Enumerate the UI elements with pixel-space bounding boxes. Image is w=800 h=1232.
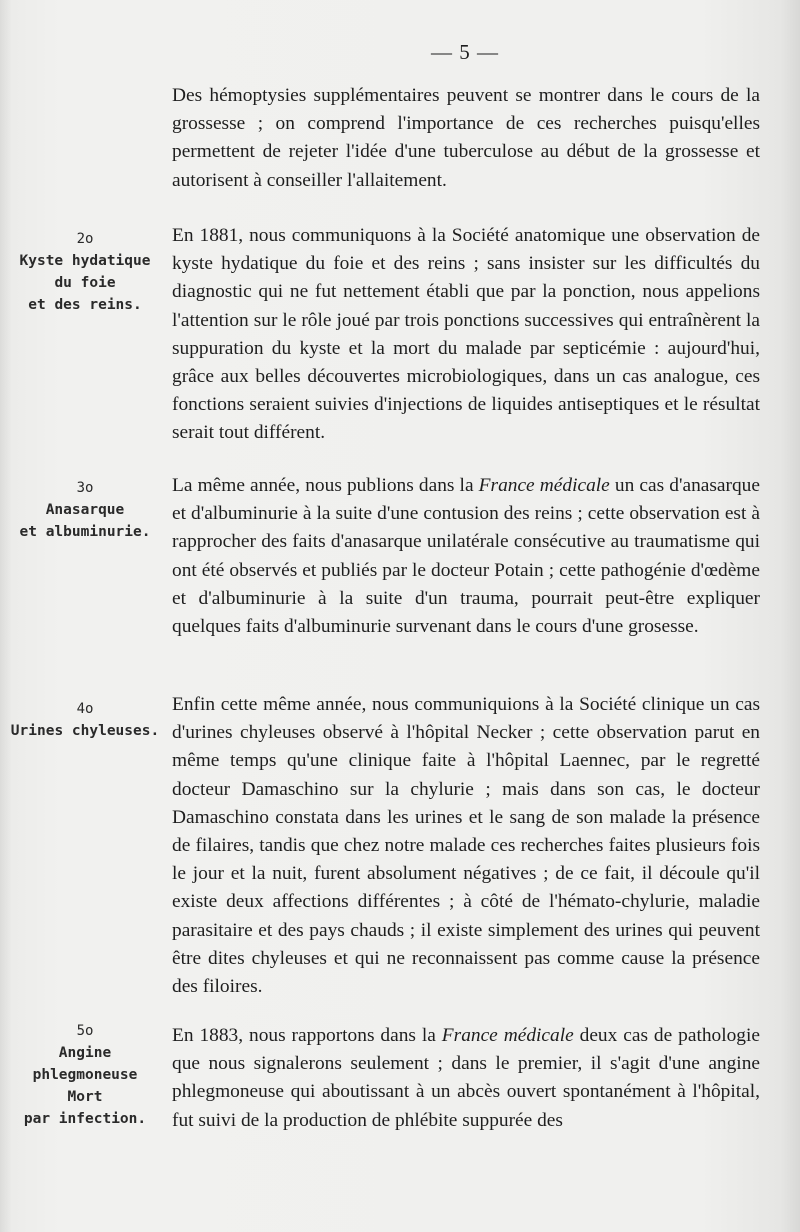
margin-note-4 <box>0 698 170 742</box>
margin-note-line: Angine <box>58 1045 112 1061</box>
margin-note-number: 3o <box>76 480 94 496</box>
margin-note-2 <box>0 228 170 316</box>
margin-note-3 <box>0 477 170 543</box>
margin-note-line: du foie <box>54 275 116 291</box>
paragraph-angine <box>172 1022 760 1135</box>
text-segment: La même année, nous publions dans la <box>172 475 479 496</box>
journal-title: France médicale <box>441 1025 574 1046</box>
margin-note-line: et des reins. <box>28 297 142 313</box>
paragraph-urines: Enfin cette même année, nous communiquions à la Société clinique un cas d'urines chyleuses observé à l'hôpital Necker ; cette observation parut en même temps qu'une clinique faite à l'hôpital Laennec, par le regretté docteur Damaschino sur la chylurie ; mais dans son cas, le docteur Damaschino constata dans les urines et le sang de son malade la présence de filaires, tandis que chez notre malade ces recherches faites plusieurs fois le jour et la nuit, furent absolument négatives ; de ce fait, il découle qu'il existe deux affections différentes ; à côté de l'hémato-chylurie, maladie parasitaire et des pays chauds ; il existe simplement des urines qui peuvent être dites chyleuses et qui ne reconnaissent pas comme cause la présence des filoires. <box>172 694 760 998</box>
page-number: — 5 — <box>431 40 499 64</box>
margin-note-number: 4o <box>76 701 94 717</box>
journal-title: France médicale <box>478 475 610 496</box>
text-segment: En 1883, nous rapportons dans la <box>172 1025 442 1046</box>
margin-note-number: 5o <box>76 1023 94 1039</box>
paragraph-anasarque <box>172 472 760 641</box>
margin-note-line: Mort <box>67 1089 103 1105</box>
margin-note-5 <box>0 1020 170 1130</box>
margin-note-line: Urines chyleuses. <box>10 723 160 739</box>
margin-note-line: phlegmoneuse <box>32 1067 138 1083</box>
margin-note-line: Anasarque <box>45 502 125 518</box>
margin-note-line: Kyste hydatique <box>19 253 151 269</box>
margin-note-line: et albuminurie. <box>19 524 151 540</box>
paragraph-intro: Des hémoptysies supplémentaires peuvent se montrer dans le cours de la grossesse ; on comprend l'importance de ces recherches puisqu'elles permettent de rejeter l'idée d'une tuberculose au début de la grossesse et autorisent à conseiller l'allaitement. <box>172 85 760 191</box>
margin-note-number: 2o <box>76 231 94 247</box>
text-segment: deux cas de pathologie que nous signalerons seulement ; dans le premier, il s'agit d'une angine phlegmoneuse qui aboutissant à un abcès ouvert spontanément à l'hôpital, fut suivi de la production de phlébite suppurée des <box>172 1025 760 1131</box>
text-segment: un cas d'anasarque et d'albuminurie à la suite d'une contusion des reins ; cette observation est à rapprocher des faits d'anasarque unilatérale consécutive au traumatisme qui ont été observés et publiés par le docteur Potain ; cette pathogénie d'œdème et d'albuminurie à la suite d'un trauma, pourrait peut-être expliquer quelques faits d'albuminurie survenant dans le cours d'une grosesse. <box>172 475 760 638</box>
paragraph-kyste: En 1881, nous communiquons à la Société anatomique une observation de kyste hydatique du foie et des reins ; sans insister sur les difficultés du diagnostic qui ne fut nettement établi que par la ponction, nous appelions l'attention sur le rôle joué par trois ponctions successives qui entraînèrent la suppuration du kyste et la mort du malade par septicémie : aujourd'hui, grâce aux belles découvertes microbiologiques, dans un cas analogue, ces fonctions seraient suivies d'injections de liquides antiseptiques et le résultat serait tout différent. <box>172 225 760 444</box>
margin-note-line: par infection. <box>23 1111 147 1127</box>
